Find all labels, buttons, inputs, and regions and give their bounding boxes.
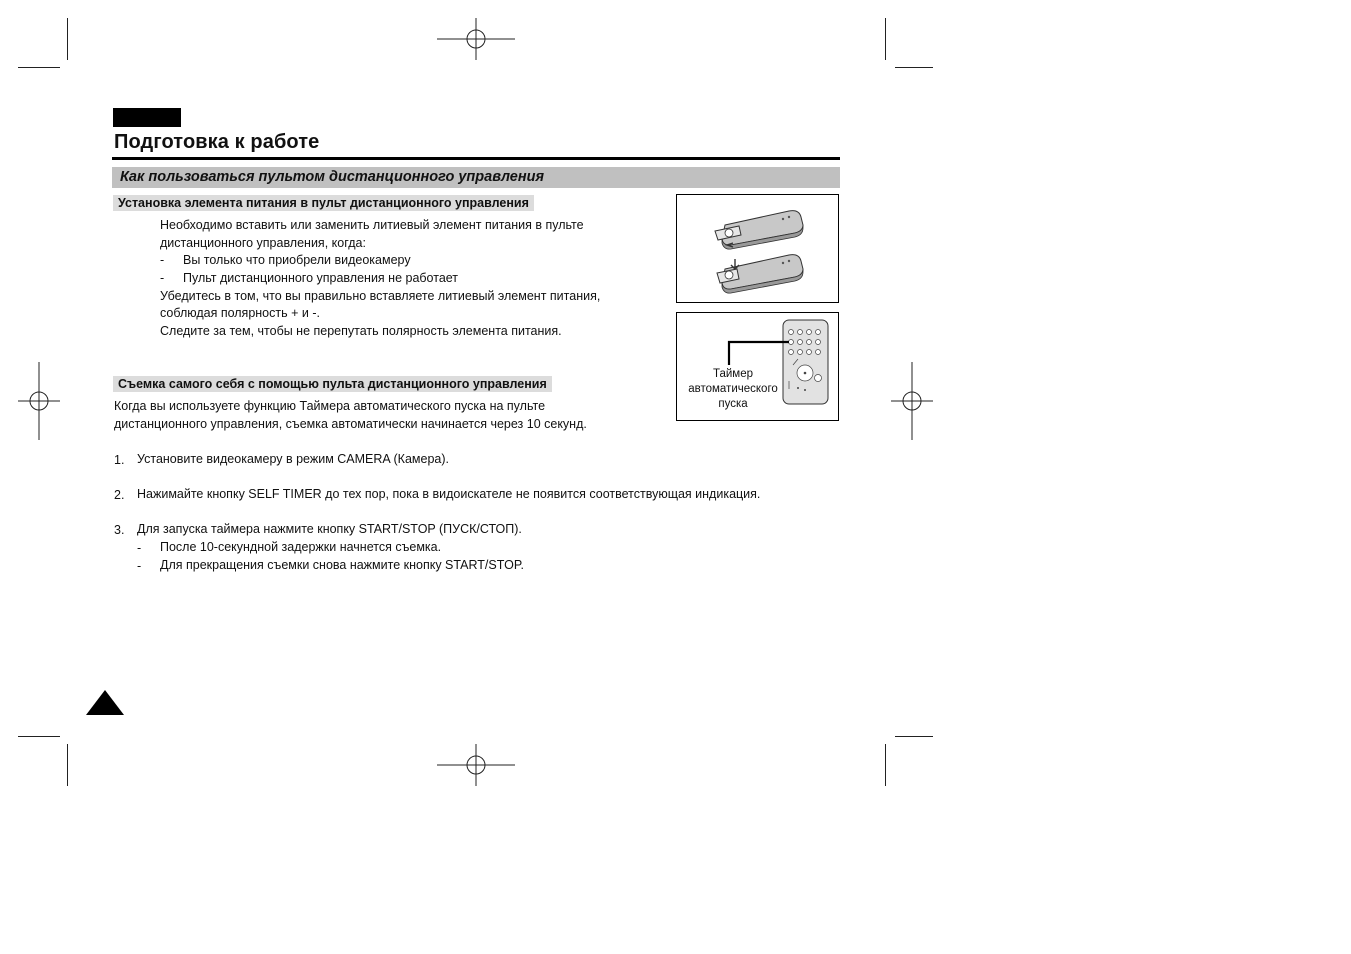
battery-figure bbox=[676, 194, 839, 303]
step-text: Нажимайте кнопку SELF TIMER до тех пор, пока в видоискателе не появится соответствующая индикация. bbox=[137, 487, 761, 501]
battery-heading: Установка элемента питания в пульт дистанционного управления bbox=[113, 195, 534, 211]
step-sub-bullet: После 10-секундной задержки начнется съемка. bbox=[160, 540, 442, 554]
registration-target bbox=[437, 744, 515, 786]
self-timer-intro: дистанционного управления, съемка автоматически начинается через 10 секунд. bbox=[114, 417, 587, 431]
crop-mark bbox=[885, 744, 886, 786]
battery-bullet: Вы только что приобрели видеокамеру bbox=[183, 253, 411, 267]
remote-figure bbox=[676, 312, 839, 421]
bullet-dash: - bbox=[160, 271, 165, 285]
remote-battery-illustration bbox=[677, 195, 838, 302]
label-line: автоматического bbox=[688, 383, 778, 395]
battery-text-line: соблюдая полярность + и -. bbox=[160, 306, 320, 320]
step-number: 1. bbox=[114, 453, 125, 467]
step-sub-bullet: Для прекращения съемки снова нажмите кнопку START/STOP. bbox=[160, 558, 525, 572]
section-title: Как пользоваться пультом дистанционного управления bbox=[120, 169, 544, 185]
registration-target bbox=[891, 362, 933, 440]
self-timer-label bbox=[683, 367, 783, 412]
crop-mark bbox=[67, 18, 68, 60]
registration-target bbox=[18, 362, 60, 440]
step-text: Установите видеокамеру в режим CAMERA (Камера). bbox=[137, 452, 450, 466]
battery-text-line: Следите за тем, чтобы не перепутать полярность элемента питания. bbox=[160, 324, 562, 338]
title-divider bbox=[112, 157, 840, 160]
bullet-dash: - bbox=[137, 559, 142, 573]
crop-mark bbox=[18, 736, 60, 737]
crop-mark bbox=[67, 744, 68, 786]
bullet-dash: - bbox=[160, 253, 165, 267]
label-line: пуска bbox=[718, 398, 748, 410]
crop-mark bbox=[895, 736, 933, 737]
battery-text-line: дистанционного управления, когда: bbox=[160, 236, 366, 250]
crop-mark bbox=[895, 67, 933, 68]
step-number: 3. bbox=[114, 523, 125, 537]
page-title: Подготовка к работе bbox=[114, 131, 320, 153]
language-tab bbox=[113, 108, 181, 127]
step-number: 2. bbox=[114, 488, 125, 502]
label-line: Таймер bbox=[712, 368, 754, 380]
battery-text-line: Необходимо вставить или заменить литиевый элемент питания в пульте bbox=[160, 218, 584, 232]
registration-target bbox=[437, 18, 515, 60]
crop-mark bbox=[18, 67, 60, 68]
bullet-dash: - bbox=[137, 541, 142, 555]
self-timer-intro: Когда вы используете функцию Таймера автоматического пуска на пульте bbox=[114, 399, 546, 413]
page-triangle-marker bbox=[86, 690, 124, 716]
self-timer-heading: Съемка самого себя с помощью пульта дистанционного управления bbox=[113, 376, 552, 392]
step-text: Для запуска таймера нажмите кнопку START/STOP (ПУСК/СТОП). bbox=[137, 522, 522, 536]
crop-mark bbox=[885, 18, 886, 60]
battery-bullet: Пульт дистанционного управления не работает bbox=[183, 271, 459, 285]
battery-text-line: Убедитесь в том, что вы правильно вставляете литиевый элемент питания, bbox=[160, 289, 601, 303]
